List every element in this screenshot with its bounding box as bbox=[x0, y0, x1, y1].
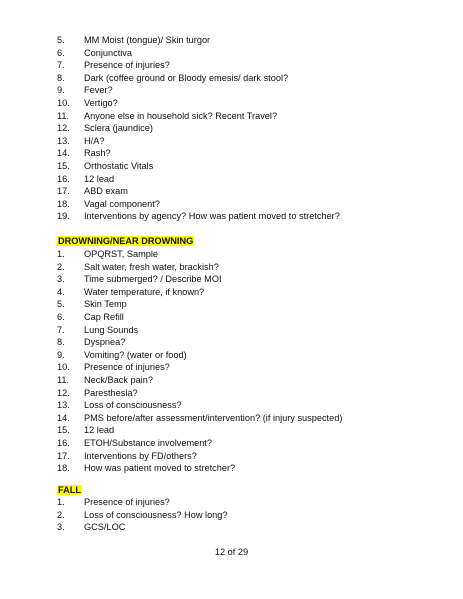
item-text: Skin Temp bbox=[84, 299, 127, 310]
item-text: Paresthesia? bbox=[84, 387, 138, 398]
highlighted-heading-text: DROWNING/NEAR DROWNING bbox=[58, 236, 194, 246]
item-text: 12 lead bbox=[84, 173, 115, 184]
item-number: 19. bbox=[57, 211, 70, 222]
item-number: 6. bbox=[57, 311, 65, 322]
item-number: 13. bbox=[57, 400, 70, 411]
item-text: GCS/LOC bbox=[84, 522, 126, 533]
item-text: Time submerged? / Describe MOI bbox=[84, 274, 222, 285]
item-text: Salt water, fresh water, brackish? bbox=[84, 261, 219, 272]
item-text: Lung Sounds bbox=[84, 324, 139, 335]
item-text: Neck/Back pain? bbox=[84, 374, 153, 385]
item-number: 7. bbox=[57, 324, 65, 335]
item-number: 9. bbox=[57, 349, 65, 360]
item-text: ETOH/Substance involvement? bbox=[84, 437, 213, 448]
item-text: Dyspnea? bbox=[84, 337, 126, 348]
item-text: PMS before/after assessment/intervention? (if injury suspected) bbox=[84, 412, 343, 423]
item-number: 12. bbox=[57, 123, 70, 134]
item-number: 5. bbox=[57, 35, 65, 45]
item-text: OPQRST, Sample bbox=[84, 249, 159, 259]
item-number: 1. bbox=[57, 249, 65, 259]
item-text: Presence of injuries? bbox=[84, 362, 170, 373]
item-number: 16. bbox=[57, 437, 70, 448]
item-text: Fever? bbox=[84, 85, 113, 96]
item-text: Dark (coffee ground or Bloody emesis/ dark stool? bbox=[84, 72, 289, 83]
item-text: H/A? bbox=[84, 135, 105, 146]
item-text: Vomiting? (water or food) bbox=[84, 349, 187, 360]
item-number: 8. bbox=[57, 337, 65, 348]
item-text: Vertigo? bbox=[84, 97, 118, 108]
item-number: 18. bbox=[57, 198, 70, 209]
item-text: How was patient moved to stretcher? bbox=[84, 463, 236, 474]
item-text: Orthostatic Vitals bbox=[84, 160, 154, 171]
item-number: 17. bbox=[57, 186, 70, 197]
item-text: Presence of injuries? bbox=[84, 60, 170, 71]
item-text: Loss of consciousness? How long? bbox=[84, 509, 228, 520]
item-text: Anyone else in household sick? Recent Travel? bbox=[84, 110, 278, 121]
item-number: 3. bbox=[57, 274, 65, 285]
item-number: 14. bbox=[57, 148, 70, 159]
item-number: 18. bbox=[57, 463, 70, 474]
page-number: 12 of 29 bbox=[214, 547, 249, 557]
item-number: 4. bbox=[57, 286, 65, 297]
item-text: Conjunctiva bbox=[84, 47, 133, 58]
item-number: 1. bbox=[57, 497, 65, 507]
section-heading-drowning bbox=[57, 235, 194, 247]
item-number: 15. bbox=[57, 425, 70, 436]
item-number: 3. bbox=[57, 522, 65, 533]
item-number: 15. bbox=[57, 160, 70, 171]
item-text: Cap Refill bbox=[84, 311, 124, 322]
item-number: 9. bbox=[57, 85, 65, 96]
item-number: 11. bbox=[57, 374, 70, 385]
item-number: 14. bbox=[57, 412, 70, 423]
item-number: 7. bbox=[57, 60, 65, 71]
item-text: Loss of consciousness? bbox=[84, 400, 182, 411]
item-number: 12. bbox=[57, 387, 70, 398]
item-text: Water temperature, if known? bbox=[84, 286, 205, 297]
item-number: 13. bbox=[57, 135, 70, 146]
item-text: Rash? bbox=[84, 148, 111, 159]
item-number: 10. bbox=[57, 362, 70, 373]
item-text: Vagal component? bbox=[84, 198, 160, 209]
highlighted-heading-text: FALL bbox=[58, 485, 81, 495]
item-number: 11. bbox=[57, 110, 70, 121]
item-number: 2. bbox=[57, 261, 65, 272]
item-number: 6. bbox=[57, 47, 65, 58]
item-number: 8. bbox=[57, 72, 65, 83]
item-number: 2. bbox=[57, 509, 65, 520]
item-text: MM Moist (tongue)/ Skin turgor bbox=[84, 35, 211, 45]
section-heading-fall bbox=[57, 484, 82, 496]
item-number: 17. bbox=[57, 450, 70, 461]
item-number: 16. bbox=[57, 173, 70, 184]
item-text: ABD exam bbox=[84, 186, 128, 197]
item-number: 10. bbox=[57, 97, 70, 108]
item-text: Presence of injuries? bbox=[84, 497, 170, 507]
item-text: Interventions by FD/others? bbox=[84, 450, 197, 461]
item-text: Sclera (jaundice) bbox=[84, 123, 153, 134]
item-text: Interventions by agency? How was patient moved to stretcher? bbox=[84, 211, 340, 222]
item-number: 5. bbox=[57, 299, 65, 310]
item-text: 12 lead bbox=[84, 425, 115, 436]
